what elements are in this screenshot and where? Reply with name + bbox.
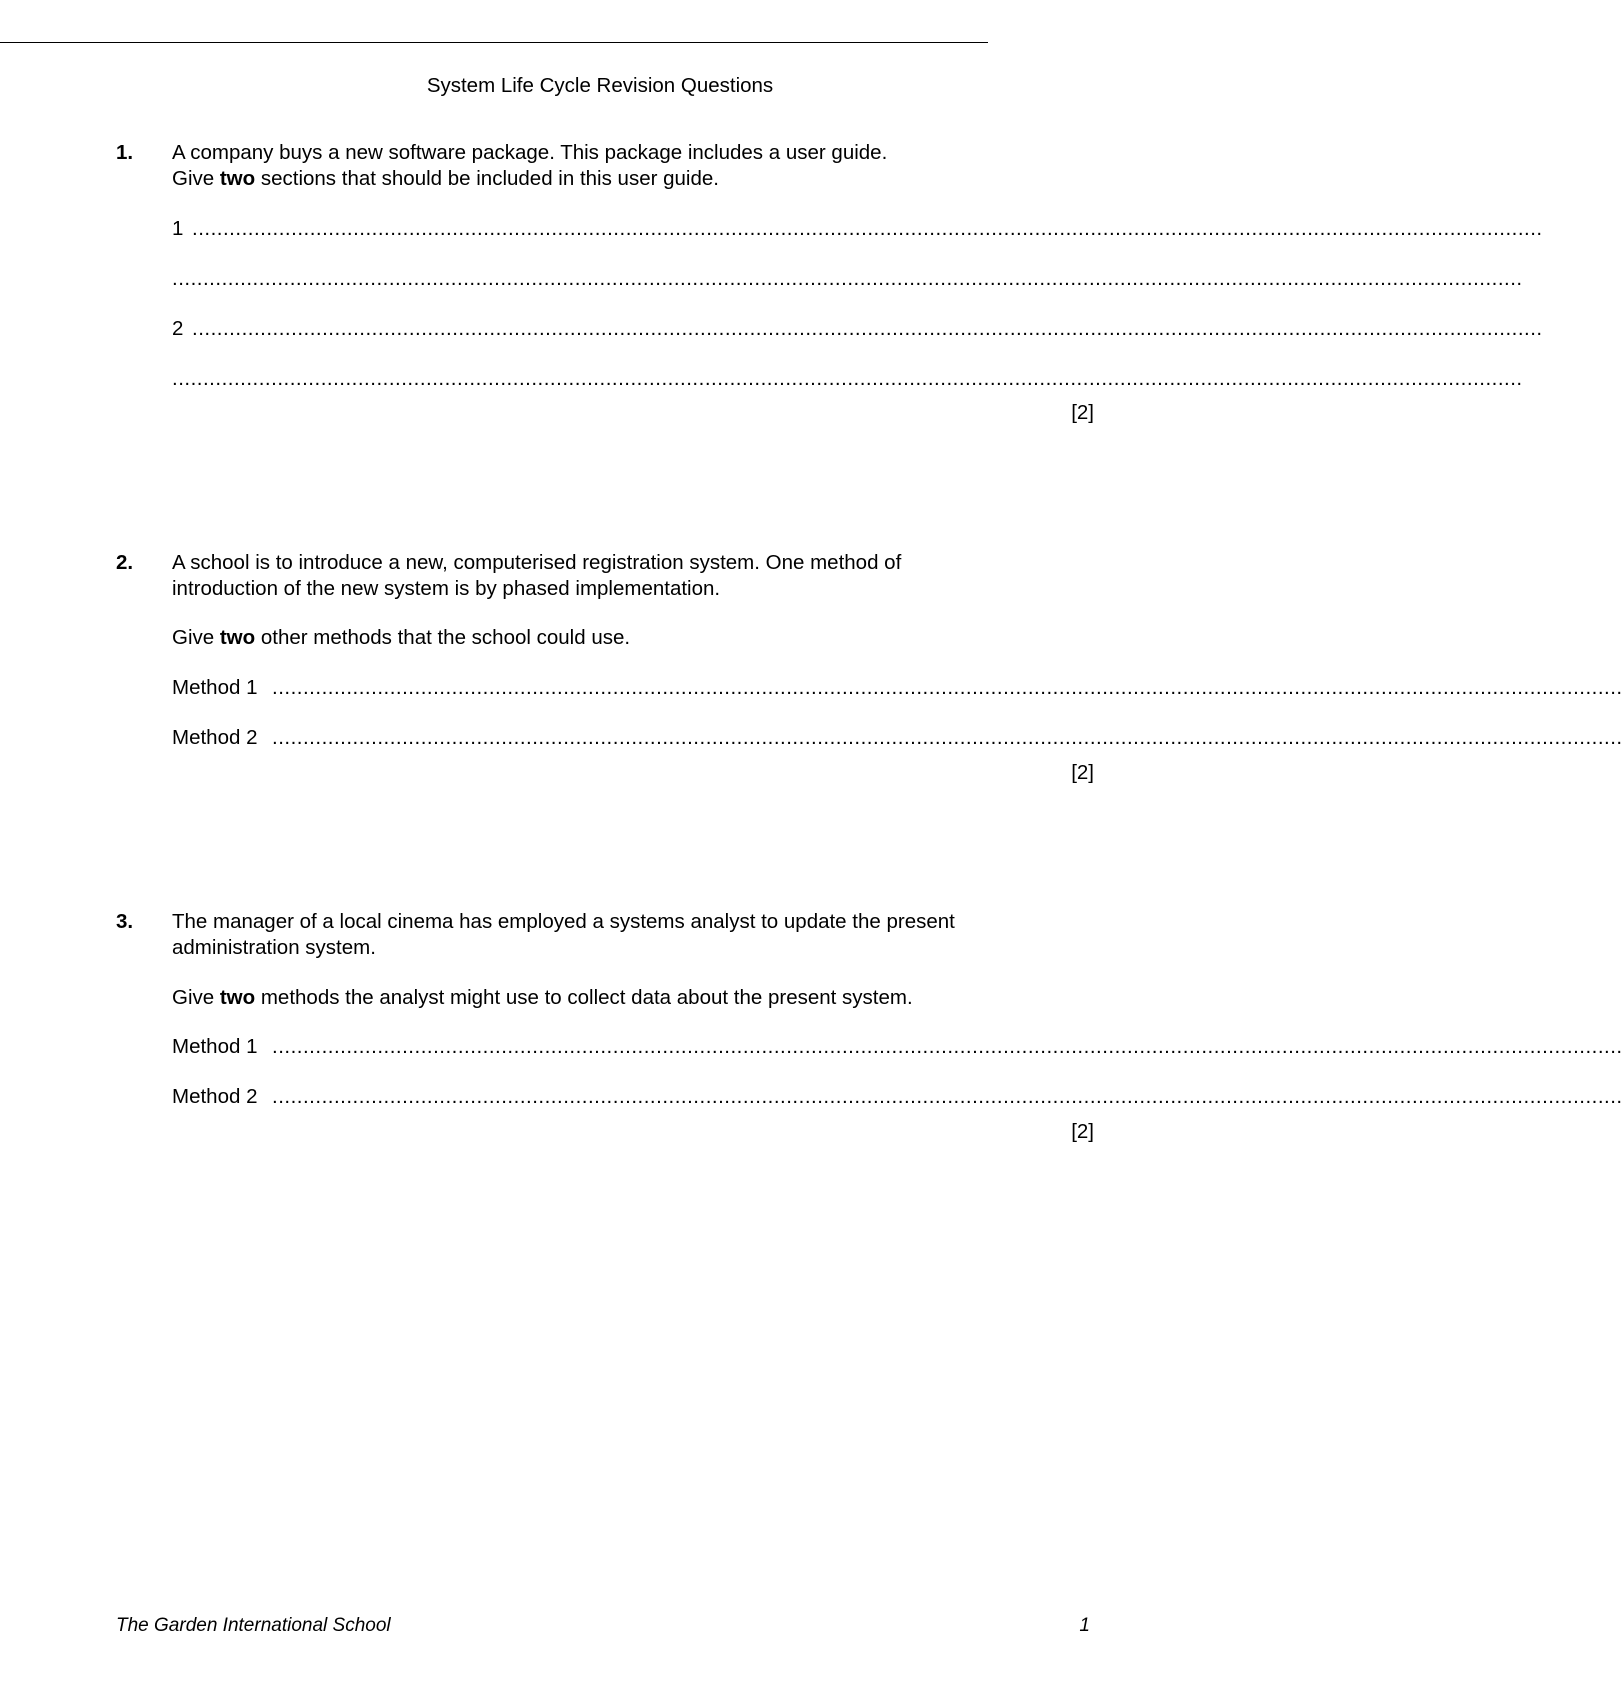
question-1-marks: [2] xyxy=(1071,401,1094,424)
page-title: System Life Cycle Revision Questions xyxy=(426,74,774,97)
question-3-text-line2: administration system. xyxy=(172,936,376,959)
answer-2-line-b[interactable]: .......................................................................................................................................................................................................................... xyxy=(172,367,1523,390)
question-2-instruction: Give two other methods that the school could use. xyxy=(172,626,631,649)
answer-1-line-a[interactable]: .......................................................................................................................................................................................................................... xyxy=(192,217,1543,240)
footer-school-name: The Garden International School xyxy=(116,1615,391,1636)
q2-method-2-label: Method 2 xyxy=(172,726,258,749)
answer-2-line-a[interactable]: .......................................................................................................................................................................................................................... xyxy=(192,317,1543,340)
question-3-number: 3. xyxy=(116,910,134,933)
question-3-marks: [2] xyxy=(1071,1120,1094,1143)
answer-1-label: 1 xyxy=(172,217,184,240)
emphasis-two: two xyxy=(219,167,256,190)
question-2-text-line2: introduction of the new system is by phased implementation. xyxy=(172,577,721,600)
q3-method-2-label: Method 2 xyxy=(172,1085,258,1108)
q2-method-1-label: Method 1 xyxy=(172,676,258,699)
emphasis-two: two xyxy=(219,626,256,649)
question-3-instruction: Give two methods the analyst might use to collect data about the present system. xyxy=(172,986,913,1009)
q2-method-1-line[interactable]: .......................................................................................................................................................................................................................... xyxy=(272,676,1623,699)
q3-method-1-line[interactable]: .......................................................................................................................................................................................................................... xyxy=(272,1035,1623,1058)
footer-page-number: 1 xyxy=(1079,1615,1090,1636)
question-1-text-line2: Give two sections that should be included in this user guide. xyxy=(172,167,719,190)
answer-2-label: 2 xyxy=(172,317,184,340)
question-2-number: 2. xyxy=(116,551,134,574)
question-2-text-line1: A school is to introduce a new, computerised registration system. One method of xyxy=(172,551,902,574)
answer-1-line-b[interactable]: .......................................................................................................................................................................................................................... xyxy=(172,267,1523,290)
question-2-marks: [2] xyxy=(1071,761,1094,784)
emphasis-two: two xyxy=(219,986,256,1009)
question-3-text-line1: The manager of a local cinema has employed a systems analyst to update the present xyxy=(172,910,955,933)
question-1-text-line1: A company buys a new software package. This package includes a user guide. xyxy=(172,141,888,164)
header-rule xyxy=(0,42,988,43)
q3-method-1-label: Method 1 xyxy=(172,1035,258,1058)
question-1-number: 1. xyxy=(116,141,134,164)
q3-method-2-line[interactable]: .......................................................................................................................................................................................................................... xyxy=(272,1085,1623,1108)
q2-method-2-line[interactable]: .......................................................................................................................................................................................................................... xyxy=(272,726,1623,749)
